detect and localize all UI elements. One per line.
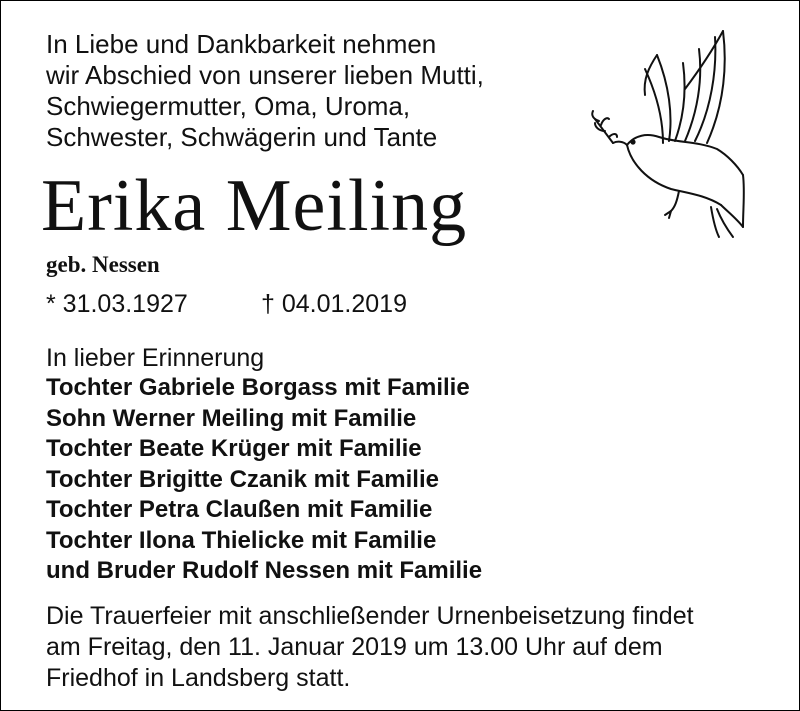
maiden-name: geb. Nessen	[46, 252, 160, 277]
service-line: am Freitag, den 11. Januar 2019 um 13.00 Uhr auf dem	[46, 633, 663, 661]
family-member: Tochter Beate Krüger mit Familie	[46, 435, 422, 462]
life-dates	[46, 289, 407, 319]
intro-text	[46, 29, 484, 153]
intro-line: wir Abschied von unserer lieben Mutti,	[46, 60, 484, 90]
intro-line: In Liebe und Dankbarkeit nehmen	[46, 29, 437, 59]
service-info	[46, 601, 694, 694]
death-date: † 04.01.2019	[261, 290, 407, 318]
memory-heading: In lieber Erinnerung	[46, 344, 265, 372]
dove-icon	[587, 23, 747, 243]
family-member: Tochter Ilona Thielicke mit Familie	[46, 526, 437, 554]
service-line: Die Trauerfeier mit anschließender Urnenbeisetzung findet	[46, 602, 694, 630]
service-line: Friedhof in Landsberg statt.	[46, 664, 351, 692]
family-member: Tochter Petra Claußen mit Familie	[46, 496, 433, 523]
birth-date: * 31.03.1927	[46, 290, 188, 318]
intro-line: Schwester, Schwägerin und Tante	[46, 122, 438, 152]
family-member: Sohn Werner Meiling mit Familie	[46, 404, 417, 432]
family-member: Tochter Brigitte Czanik mit Familie	[46, 465, 439, 493]
deceased-name: Erika Meiling	[41, 165, 468, 247]
family-member: Tochter Gabriele Borgass mit Familie	[46, 374, 470, 401]
family-list	[46, 373, 482, 587]
family-member: und Bruder Rudolf Nessen mit Familie	[46, 557, 483, 584]
intro-line: Schwiegermutter, Oma, Uroma,	[46, 91, 411, 121]
